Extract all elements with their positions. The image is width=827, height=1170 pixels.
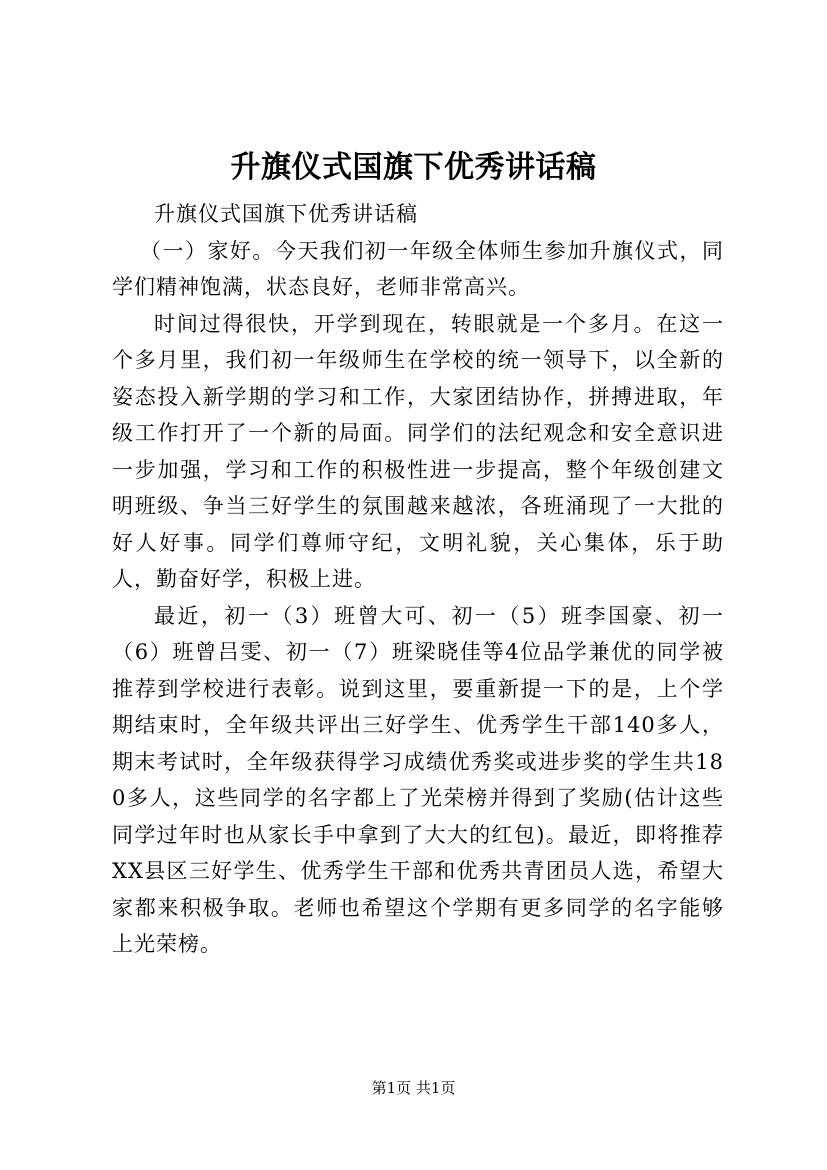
paragraph-progress: 时间过得很快，开学到现在，转眼就是一个多月。在这一个多月里，我们初一年级师生在学校的统一领导下，以全新的姿态投入新学期的学习和工作，大家团结协作，拼搏进取，年级工作打开了一个新的局面。同学们的法纪观念和安全意识进一步加强，学习和工作的积极性进一步提高，整个年级创建文明班级、争当三好学生的氛围越来越浓，各班涌现了一大批的好人好事。同学们尊师守纪，文明礼貌，关心集体，乐于助人，勤奋好学，积极上进。 xyxy=(112,311,724,591)
document-title: 升旗仪式国旗下优秀讲话稿 xyxy=(230,150,597,185)
document-body xyxy=(112,196,724,963)
paragraph-greeting: （一）家好。今天我们初一年级全体师生参加升旗仪式，同学们精神饱满，状态良好，老师非常高兴。 xyxy=(112,238,724,299)
paragraph-subtitle: 升旗仪式国旗下优秀讲话稿 xyxy=(154,202,418,226)
page-footer: 第1页 共1页 xyxy=(371,1079,456,1097)
paragraph-honors: 最近，初一（3）班曾大可、初一（5）班李国豪、初一（6）班曾吕雯、初一（7）班梁晓佳等4位品学兼优的同学被推荐到学校进行表彰。说到这里，要重新提一下的是，上个学期结束时，全年级共评出三好学生、优秀学生干部140多人，期末考试时，全年级获得学习成绩优秀奖或进步奖的学生共180多人，这些同学的名字都上了光荣榜并得到了奖励(估计这些同学过年时也从家长手中拿到了大大的红包)。最近，即将推荐XX县区三好学生、优秀学生干部和优秀共青团员人选，希望大家都来积极争取。老师也希望这个学期有更多同学的名字能够上光荣榜。 xyxy=(112,603,724,956)
